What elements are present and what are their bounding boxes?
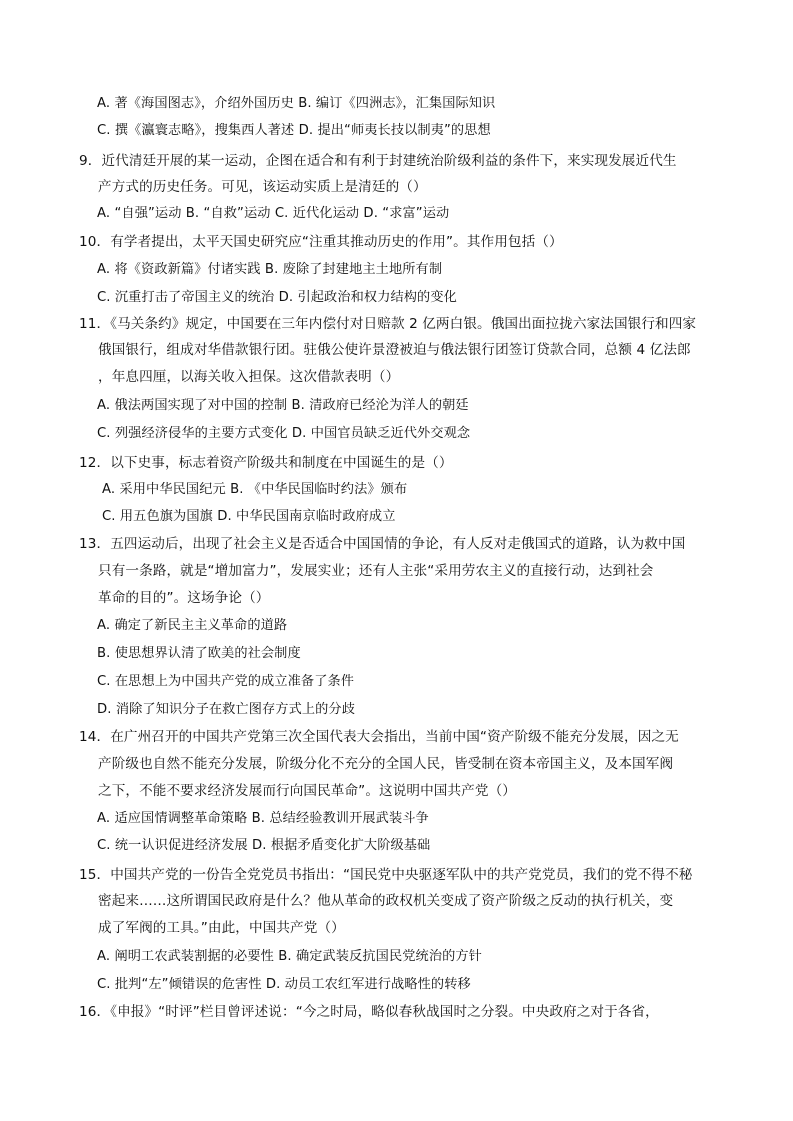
q11-options-ab: A. 俄法两国实现了对中国的控制 B. 清政府已经沦为洋人的朝廷	[97, 398, 469, 413]
q12-options-ab: A. 采用中华民国纪元 B. 《中华民国临时约法》颁布	[102, 482, 408, 497]
q13-stem-line3: 革命的目的”。这场争论（）	[98, 590, 270, 606]
q9-stem-line1: 9．近代清廷开展的某一运动，企图在适合和有利于封建统治阶级利益的条件下，来实现发展近代生	[79, 153, 677, 169]
q15-stem-line1: 15．中国共产党的一份告全党党员书指出：“国民党中央驱逐军队中的共产党党员，我们的党不得不秘	[79, 867, 693, 883]
q16-stem-line1: 16．《申报》“时评”栏目曾评述说：“今之时局，略似春秋战国时之分裂。中央政府之对于各省，	[79, 1004, 659, 1020]
q13-option-b: B. 使思想界认清了欧美的社会制度	[97, 646, 301, 661]
q8-options-cd: C. 撰《瀛寰志略》，搜集西人著述 D. 提出“师夷长技以制夷”的思想	[97, 123, 491, 138]
q9-options: A. “自强”运动 B. “自救”运动 C. 近代化运动 D. “求富”运动	[97, 206, 450, 221]
q11-stem-line1: 11．《马关条约》规定，中国要在三年内偿付对日赔款 2 亿两白银。俄国出面拉拢六家法国银行和四家	[79, 316, 697, 332]
q11-stem-line3: ，年息四厘，以海关收入担保。这次借款表明（）	[98, 369, 400, 385]
q15-options-ab: A. 阐明工农武装割据的必要性 B. 确定武装反抗国民党统治的方针	[97, 949, 482, 964]
q8-options-ab: A. 著《海国图志》，介绍外国历史 B. 编订《四洲志》，汇集国际知识	[97, 96, 496, 111]
q12-options-cd: C. 用五色旗为国旗 D. 中华民国南京临时政府成立	[102, 509, 396, 524]
q9-stem-line2: 产方式的历史任务。可见，该运动实质上是清廷的（）	[98, 179, 427, 195]
q15-options-cd: C. 批判“左”倾错误的危害性 D. 动员工农红军进行战略性的转移	[97, 977, 471, 992]
q10-options-ab: A. 将《资政新篇》付诸实践 B. 废除了封建地主土地所有制	[97, 262, 443, 277]
q13-option-d: D. 消除了知识分子在救亡图存方式上的分歧	[97, 702, 356, 717]
q13-stem-line2: 只有一条路，就是“增加富力”，发展实业；还有人主张“采用劳农主义的直接行动，达到社会	[98, 563, 654, 579]
q13-option-c: C. 在思想上为中国共产党的成立准备了条件	[97, 674, 355, 689]
q13-option-a: A. 确定了新民主主义革命的道路	[97, 618, 288, 633]
q10-options-cd: C. 沉重打击了帝国主义的统治 D. 引起政治和权力结构的变化	[97, 290, 457, 305]
q15-stem-line3: 成了军阀的工具。”由此，中国共产党（）	[98, 920, 345, 936]
q14-stem-line3: 之下，不能不要求经济发展而行向国民革命”。这说明中国共产党（）	[98, 783, 516, 799]
q14-options-ab: A. 适应国情调整革命策略 B. 总结经验教训开展武装斗争	[97, 811, 429, 826]
q14-stem-line1: 14．在广州召开的中国共产党第三次全国代表大会指出，当前中国“资产阶级不能充分发展，因之无	[79, 729, 679, 745]
q12-stem: 12．以下史事，标志着资产阶级共和制度在中国诞生的是（）	[79, 455, 453, 471]
q11-stem-line2: 俄国银行，组成对华借款银行团。驻俄公使许景澄被迫与俄法银行团签订贷款合同，总额 4 亿法郎	[98, 342, 691, 358]
q13-stem-line1: 13．五四运动后，出现了社会主义是否适合中国国情的争论，有人反对走俄国式的道路，认为救中国	[79, 536, 686, 552]
q10-stem: 10．有学者提出，太平天国史研究应“注重其推动历史的作用”。其作用包括（）	[79, 234, 563, 250]
q14-options-cd: C. 统一认识促进经济发展 D. 根据矛盾变化扩大阶级基础	[97, 838, 431, 853]
q14-stem-line2: 产阶级也自然不能充分发展，阶级分化不充分的全国人民，皆受制在资本帝国主义，及本国军阀	[98, 756, 674, 772]
q15-stem-line2: 密起来……这所谓国民政府是什么？他从革命的政权机关变成了资产阶级之反动的执行机关，变	[98, 893, 674, 909]
q11-options-cd: C. 列强经济侵华的主要方式变化 D. 中国官员缺乏近代外交观念	[97, 426, 471, 441]
